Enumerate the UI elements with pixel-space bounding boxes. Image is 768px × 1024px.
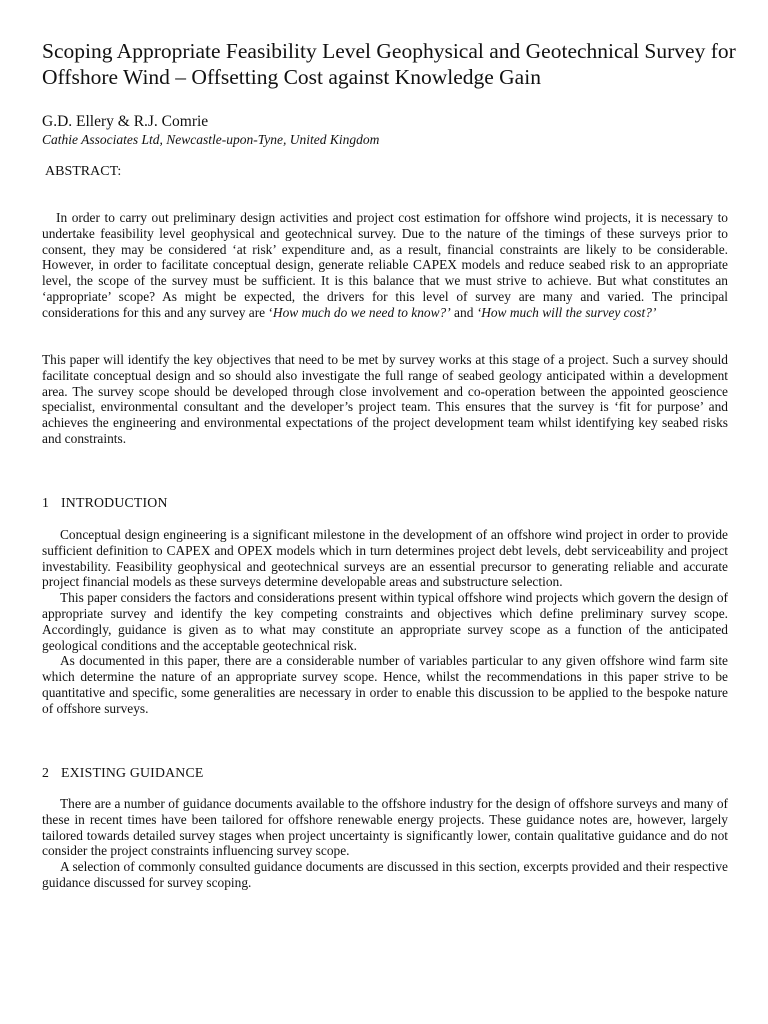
section-body-existing-guidance <box>42 796 728 891</box>
body-paragraph: As documented in this paper, there are a considerable number of variables particular to any given offshore wind farm site which determine the nature of an appropriate survey scope. Hence, whilst the recommendations in this paper strive to be quantitative and specific, some generalities are necessary in order to enable this discussion to be applied to the bespoke nature of offshore surveys. <box>42 653 728 716</box>
abstract-question-1: How much do we need to know?’ <box>272 304 451 320</box>
section-heading-existing-guidance <box>42 764 204 781</box>
abstract-paragraph-1-conjunction: and <box>450 304 477 320</box>
section-title: EXISTING GUIDANCE <box>61 765 204 780</box>
section-heading-introduction <box>42 494 168 511</box>
abstract-paragraph-1 <box>42 210 728 321</box>
abstract-paragraph-1-text: In order to carry out preliminary design activities and project cost estimation for offshore wind projects, it is necessary to undertake feasibility level geophysical and geotechnical survey. Due to the nature of the timings of these surveys prior to consent, they may be considered ‘at risk’ expenditure and, as a result, financial constraints are likely to be considerable. However, in order to facilitate conceptual design, generate reliable CAPEX models and reduce seabed risk to an appropriate level, the scope of the survey must be sufficient. It is this balance that we must strive to achieve. But what constitutes an ‘appropriate’ scope? As might be expected, the drivers for this level of survey are many and varied. The principal considerations for this and any survey are ‘ <box>42 210 728 320</box>
paper-affiliation: Cathie Associates Ltd, Newcastle-upon-Tyne, United Kingdom <box>42 132 380 147</box>
body-paragraph: There are a number of guidance documents available to the offshore industry for the design of offshore surveys and many of these in recent times have been tailored for offshore renewable energy projects. These guidance notes are, however, largely tailored towards detailed survey stages when project uncertainty is significantly lower, contain qualitative guidance and do not consider the project constraints influencing survey scope. <box>42 796 728 859</box>
abstract-question-2: ‘How much will the survey cost?’ <box>476 304 657 320</box>
paper-authors: G.D. Ellery & R.J. Comrie <box>42 113 209 130</box>
body-paragraph: A selection of commonly consulted guidance documents are discussed in this section, excerpts provided and their respective guidance discussed for survey scoping. <box>42 859 728 890</box>
body-paragraph: Conceptual design engineering is a significant milestone in the development of an offshore wind project in order to provide sufficient definition to CAPEX and OPEX models which in turn determines project debt levels, debt serviceability and project investability. Feasibility geophysical and geotechnical surveys are an essential precursor to generating reliable and accurate project financial models as these surveys determine developable areas and substructure selection. <box>42 527 728 590</box>
section-body-introduction <box>42 527 728 717</box>
abstract-label: ABSTRACT: <box>45 164 122 179</box>
body-paragraph: This paper considers the factors and considerations present within typical offshore wind projects which govern the design of appropriate survey and identify the key competing constraints and objectives which define preliminary survey scope. Accordingly, guidance is given as to what may constitute an appropriate survey scope as a function of the anticipated geological conditions and the acceptable geotechnical risk. <box>42 590 728 653</box>
section-number: 2 <box>42 765 50 780</box>
abstract-paragraph-2: This paper will identify the key objectives that need to be met by survey works at this stage of a project. Such a survey should facilitate conceptual design and so should also investigate the full range of seabed geology anticipated within a development area. The survey scope should be developed through close involvement and co-operation between the appointed geoscience specialist, environmental consultant and the developer’s project team. This ensures that the survey is ‘fit for purpose’ and achieves the engineering and environmental expectations of the project development team whilst identifying key seabed risks and constraints. <box>42 352 728 446</box>
paper-title: Scoping Appropriate Feasibility Level Geophysical and Geotechnical Survey for Offshore Wind – Offsetting Cost against Knowledge Gain <box>42 39 736 89</box>
section-title: INTRODUCTION <box>61 495 168 510</box>
section-number: 1 <box>42 495 50 510</box>
